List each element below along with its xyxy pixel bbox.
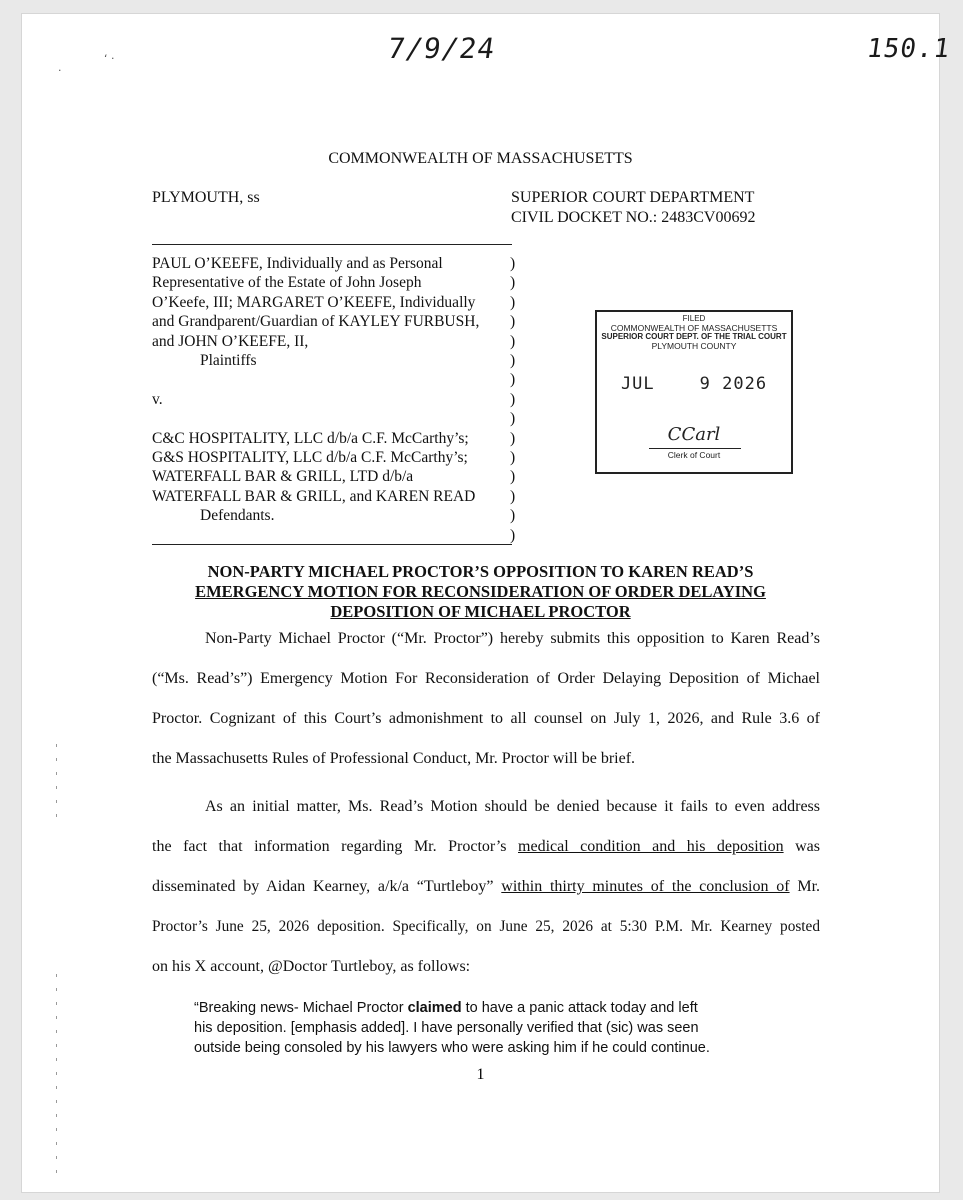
title-line-2-text: EMERGENCY MOTION FOR RECONSIDERATION OF ORDER DELAYING (195, 582, 766, 601)
caption-paren: ) (510, 429, 516, 447)
caption-paren: ) (510, 255, 516, 272)
paragraph-1-line-4: the Massachusetts Rules of Professional Conduct, Mr. Proctor will be brief. (152, 750, 636, 767)
page-number: 1 (476, 1066, 485, 1083)
handwritten-date: 7/9/24 (385, 32, 498, 65)
paragraph-1-line-2: (“Ms. Read’s”) Emergency Motion For Reconsideration of Order Delaying Deposition of Michael (152, 670, 820, 687)
p2-l3-b: Mr. (797, 878, 821, 895)
document-title-line-3 (22, 602, 939, 622)
stamp-year: 2026 (722, 374, 768, 394)
caption-line: WATERFALL BAR & GRILL, LTD d/b/a (152, 468, 414, 486)
caption-line: Representative of the Estate of John Joseph (152, 274, 422, 292)
stamp-clerk: Clerk of Court (667, 450, 721, 460)
filed-stamp (595, 310, 793, 474)
caption-bottom-rule (152, 544, 512, 545)
scan-artifact (56, 744, 57, 824)
quote-l1-a: “Breaking news- Michael Proctor (194, 1000, 408, 1016)
paragraph-2-line-5: on his X account, @Doctor Turtleboy, as follows: (152, 958, 471, 975)
caption-paren: ) (510, 507, 516, 525)
caption-paren: ) (510, 332, 516, 350)
caption-top-rule (152, 244, 512, 245)
document-page (22, 14, 953, 1192)
paragraph-2-line-1: As an initial matter, Ms. Read’s Motion should be denied because it fails to even address (205, 798, 820, 815)
caption-paren: ) (510, 410, 516, 428)
quote-line-1 (194, 1000, 794, 1016)
caption-line: C&C HOSPITALITY, LLC d/b/a C.F. McCarthy’s; (152, 429, 469, 447)
caption-paren: ) (510, 313, 516, 331)
underlined-thirty-minutes: within thirty minutes of the conclusion of (501, 878, 790, 895)
caption-line: Plaintiffs (200, 352, 257, 369)
document-title-line-1: NON-PARTY MICHAEL PROCTOR’S OPPOSITION TO KAREN READ’S (207, 562, 754, 581)
clerk-signature: CCarl (667, 424, 721, 445)
handwritten-doc-number: 150.1 (864, 34, 953, 64)
paragraph-1-line-1: Non-Party Michael Proctor (“Mr. Proctor”) hereby submits this opposition to Karen Read’s (205, 630, 820, 647)
commonwealth-heading: COMMONWEALTH OF MASSACHUSETTS (328, 150, 633, 167)
county: PLYMOUTH, ss (152, 189, 260, 206)
caption-line: and Grandparent/Guardian of KAYLEY FURBUSH, (152, 313, 480, 331)
caption-paren: ) (510, 293, 516, 311)
quote-l1-c: to have a panic attack today and left (461, 1000, 698, 1016)
stamp-line-1: COMMONWEALTH OF MASSACHUSETTS (610, 323, 778, 333)
caption-paren: ) (510, 390, 516, 408)
paragraph-2-line-3 (152, 878, 820, 896)
p2-l2-a: the fact that information regarding Mr. Proctor’s (152, 838, 507, 855)
caption-paren: ) (510, 449, 516, 466)
stamp-date (597, 374, 791, 394)
court-department: SUPERIOR COURT DEPARTMENT (511, 189, 755, 206)
stamp-line-2: SUPERIOR COURT DEPT. OF THE TRIAL COURT (601, 332, 787, 341)
paragraph-1-line-3: Proctor. Cognizant of this Court’s admonishment to all counsel on July 1, 2026, and Rule 3.6 of (152, 710, 820, 727)
p2-l2-b: was (795, 838, 820, 855)
stamp-line-3: PLYMOUTH COUNTY (651, 341, 737, 351)
paragraph-2-line-4: Proctor’s June 25, 2026 deposition. Specifically, on June 25, 2026 at 5:30 P.M. Mr. Kearney posted (152, 918, 820, 935)
caption-line: G&S HOSPITALITY, LLC d/b/a C.F. McCarthy’s; (152, 449, 468, 466)
document-title-line-2 (22, 582, 939, 602)
quote-line-2: his deposition. [emphasis added]. I have personally verified that (sic) was seen (194, 1020, 699, 1036)
stamp-day: 9 (699, 374, 711, 394)
title-line-3-text: DEPOSITION OF MICHAEL PROCTOR (330, 602, 631, 621)
caption-line: WATERFALL BAR & GRILL, and KAREN READ (152, 487, 476, 505)
caption-paren: ) (510, 487, 516, 505)
caption-paren: ) (510, 468, 516, 486)
caption-line: Defendants. (200, 507, 275, 525)
quote-line-3: outside being consoled by his lawyers who were asking him if he could continue. (194, 1040, 710, 1056)
p2-l3-a: disseminated by Aidan Kearney, a/k/a “Turtleboy” (152, 878, 494, 895)
caption-paren: ) (510, 352, 516, 369)
docket-number: CIVIL DOCKET NO.: 2483CV00692 (511, 209, 756, 226)
quote-emphasis: claimed (407, 1000, 462, 1016)
caption-line: and JOHN O’KEEFE, II, (152, 332, 309, 350)
caption-paren: ) (510, 274, 516, 292)
signature-line (649, 448, 741, 449)
stamp-month: JUL (620, 374, 655, 394)
caption-line: v. (152, 390, 163, 408)
caption-line: PAUL O’KEEFE, Individually and as Personal (152, 255, 443, 272)
paragraph-2-line-2 (152, 838, 820, 856)
scan-mark: ʻ · (104, 52, 115, 65)
caption-paren: ) (510, 371, 516, 389)
underlined-medical-condition: medical condition and his deposition (518, 838, 784, 855)
caption-line: O’Keefe, III; MARGARET O’KEEFE, Individually (152, 293, 476, 311)
caption-paren: ) (510, 526, 516, 544)
stamp-filed: FILED (682, 314, 706, 323)
scan-mark: · (58, 64, 62, 77)
